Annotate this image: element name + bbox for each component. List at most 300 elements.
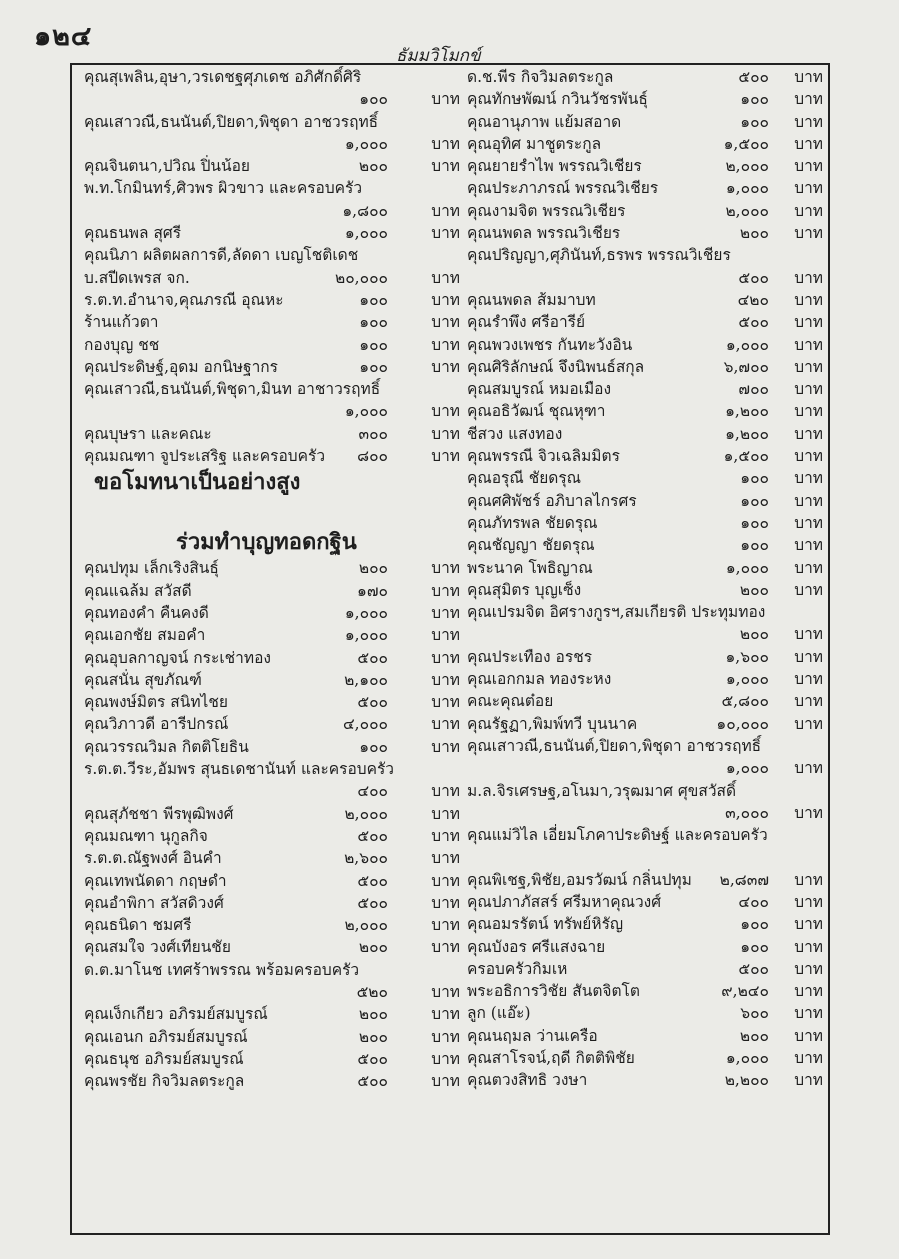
donation-amount: ๒,๘๓๗: [719, 870, 769, 889]
donor-row: [84, 1048, 464, 1070]
donor-row: [84, 311, 464, 333]
donation-amount: ๑๐๐: [740, 513, 769, 532]
currency-unit: บาท: [794, 112, 823, 131]
donation-amount: ๔๒๐: [737, 290, 769, 309]
donation-amount: ๕๐๐: [357, 1072, 388, 1091]
currency-unit: บาท: [431, 335, 460, 354]
currency-unit: บาท: [794, 1004, 823, 1023]
currency-unit: บาท: [431, 290, 460, 309]
currency-unit: บาท: [794, 134, 823, 153]
donor-row: [467, 557, 823, 579]
donation-amount: ๒๐๐: [739, 625, 769, 644]
currency-unit: บาท: [431, 134, 460, 153]
donor-row: [467, 467, 823, 489]
running-header: ธัมมวิโมกข์: [396, 46, 481, 66]
donation-amount: ๑,๐๐๐: [725, 179, 769, 198]
donor-row: [84, 289, 464, 311]
donor-row: [467, 311, 823, 333]
donor-row: [84, 155, 464, 177]
currency-unit: บาท: [794, 424, 823, 443]
currency-unit: บาท: [794, 959, 823, 978]
donation-amount: ๒,๐๐๐: [725, 201, 769, 220]
donor-name: กองบุญ ชช: [84, 335, 160, 354]
donor-name: คุณพรรณี จิวเฉลิมมิตร: [467, 447, 620, 466]
donation-amount: ๑๐๐: [359, 737, 388, 756]
donor-name: คุณพงษ์มิตร สนิทไชย: [84, 693, 228, 712]
currency-unit: บาท: [431, 826, 460, 845]
donation-amount: ๗๐๐: [738, 380, 769, 399]
donor-row: [84, 1026, 464, 1048]
donation-amount: ๑๐๐: [740, 536, 769, 555]
currency-unit: บาท: [794, 157, 823, 176]
donor-row: [467, 713, 823, 735]
donor-row: [84, 1003, 464, 1025]
donor-name: คุณนิภา ผลิตผลการดี,ลัดดา เบญโชติเดช: [84, 246, 359, 265]
donor-row: [467, 244, 823, 266]
donor-row: [84, 914, 464, 936]
donation-amount: ๑๐๐: [740, 469, 769, 488]
donation-amount: ๑๐๐: [359, 290, 388, 309]
donation-amount: ๑,๐๐๐: [725, 759, 769, 778]
donor-name: คุณพวงเพชร กันทะวังอิน: [467, 335, 633, 354]
donor-row: [84, 356, 464, 378]
donor-row: [84, 111, 464, 133]
donor-name: คุณอานุภาพ แย้มสอาด: [467, 112, 622, 131]
donor-row: [84, 66, 464, 88]
donor-name: คุณนพดล ส้มมาบท: [467, 290, 596, 309]
currency-unit: บาท: [794, 670, 823, 689]
merit-section-heading: ร่วมทำบุญทอดกฐิน: [176, 529, 357, 556]
currency-unit: บาท: [794, 491, 823, 510]
donor-row: [467, 356, 823, 378]
donation-amount: ๕๐๐: [357, 893, 388, 912]
donor-row: [84, 825, 464, 847]
donation-amount: ๑๐,๐๐๐: [716, 714, 769, 733]
donor-row: [84, 624, 464, 646]
donation-amount: ๑,๒๐๐: [725, 402, 769, 421]
donor-name: คุณธนุช อภิรมย์สมบูรณ์: [84, 1049, 244, 1068]
currency-unit: บาท: [431, 670, 460, 689]
donor-row: [84, 580, 464, 602]
currency-unit: บาท: [794, 915, 823, 934]
currency-unit: บาท: [431, 715, 460, 734]
donor-name: คุณสุเพลิน,อุษา,วรเดชฐศุภเดช อภิศักดิ์ศิริ: [84, 68, 362, 86]
donation-amount: ๑,๕๐๐: [723, 134, 769, 153]
currency-unit: บาท: [794, 179, 823, 198]
donor-name: พระนาค โพธิญาณ: [467, 558, 593, 577]
donor-row: [467, 378, 823, 400]
donor-row: [467, 780, 823, 802]
currency-unit: บาท: [794, 469, 823, 488]
currency-unit: บาท: [794, 803, 823, 822]
donor-row: [84, 669, 464, 691]
currency-unit: บาท: [794, 536, 823, 555]
donation-amount: ๑,๘๐๐: [342, 201, 388, 220]
donation-amount: ๕๐๐: [738, 313, 769, 332]
currency-unit: บาท: [794, 714, 823, 733]
donor-name: คุณประเทือง อรชร: [467, 647, 593, 666]
donor-name: คุณพิเชฐ,พิชัย,อมรวัฒน์ กลิ่นปทุม: [467, 870, 692, 889]
donation-amount: ๔,๐๐๐: [342, 715, 388, 734]
currency-unit: บาท: [431, 402, 460, 421]
currency-unit: บาท: [794, 580, 823, 599]
donor-row: [467, 177, 823, 199]
donation-amount: ๑,๕๐๐: [723, 447, 769, 466]
donation-amount: ๑๐๐: [740, 491, 769, 510]
donor-name: คณะคุณต๋อย: [467, 692, 554, 711]
donor-name: คุณพรชัย กิจวิมลตระกูล: [84, 1072, 245, 1091]
donation-amount: ๙,๒๔๐: [721, 982, 769, 1001]
donor-name: คุณยายรำไพ พรรณวิเชียร: [467, 157, 642, 176]
currency-unit: บาท: [431, 737, 460, 756]
donor-name: ด.ช.พีร กิจวิมลตระกูล: [467, 68, 614, 86]
donor-name: คุณบุษรา และคณะ: [84, 424, 212, 443]
donor-name: คุณรำพึง ศรีอารีย์: [467, 313, 586, 332]
donor-name: คุณเปรมจิต อิศรางกูรฯ,สมเกียรติ ประทุมทอง: [467, 603, 766, 622]
currency-unit: บาท: [794, 558, 823, 577]
donor-row: [84, 334, 464, 356]
donor-row: [467, 490, 823, 512]
donation-amount: ๓,๐๐๐: [725, 803, 769, 822]
donor-name: พ.ท.โกมินทร์,ศิวพร ผิวขาว และครอบครัว: [84, 179, 363, 198]
currency-unit: บาท: [431, 916, 460, 935]
donor-row: [467, 534, 823, 556]
donation-amount: ๔๐๐: [738, 892, 769, 911]
donor-name: คุณบังอร ศรีแสงฉาย: [467, 937, 606, 956]
donor-row: [467, 445, 823, 467]
donor-name: คุณอรุณี ชัยดรุณ: [467, 469, 582, 488]
donor-name: คุณสาโรจน์,ฤดี กิตติพิชัย: [467, 1049, 635, 1068]
donor-row: [467, 980, 823, 1002]
currency-unit: บาท: [431, 157, 460, 176]
donor-row: [84, 200, 464, 222]
right-column: [467, 66, 823, 1092]
donor-row: [84, 803, 464, 825]
donor-row: [84, 557, 464, 579]
donor-row: [467, 824, 823, 846]
donation-amount: ๒๐๐: [739, 1026, 769, 1045]
donor-row: [84, 445, 464, 467]
donation-amount: ๑๐๐: [359, 357, 388, 376]
donor-name: คุณปภาภัสสร์ ศรีมหาคุณวงศ์: [467, 892, 662, 911]
donor-name: คุณรัฐฏา,พิมพ์ทวี บุนนาค: [467, 714, 638, 733]
currency-unit: บาท: [794, 759, 823, 778]
currency-unit: บาท: [431, 424, 460, 443]
currency-unit: บาท: [794, 68, 823, 86]
donation-amount: ๑,๐๐๐: [725, 335, 769, 354]
donor-row: [467, 200, 823, 222]
donor-name: คุณสนั่น สุขภัณฑ์: [84, 670, 202, 689]
donor-row: [467, 802, 823, 824]
donor-name: คุณแม่วิไล เอี่ยมโภคาประดิษฐ์ และครอบครัว: [467, 826, 768, 845]
donor-name: คุณงามจิต พรรณวิเชียร: [467, 201, 626, 220]
donation-amount: ๒๐๐: [358, 1027, 388, 1046]
donor-row: [84, 1070, 464, 1092]
donor-name: คุณธนพล สุศรี: [84, 224, 182, 243]
donor-name: คุณทองคำ คืนคงดี: [84, 603, 209, 622]
donor-name: ลูก (แอ๊ะ): [467, 1004, 531, 1023]
currency-unit: บาท: [431, 90, 460, 109]
currency-unit: บาท: [431, 447, 460, 466]
donor-name: ร.ต.ต.วีระ,อัมพร สุนธเดชานันท์ และครอบครัว: [84, 760, 395, 779]
currency-unit: บาท: [794, 892, 823, 911]
donor-row: [84, 758, 464, 780]
donor-name: ครอบครัวกิมเห: [467, 959, 568, 978]
donation-amount: ๑๐๐: [740, 112, 769, 131]
donor-name: คุณอุทิศ มาชูตระกูล: [467, 134, 602, 153]
donation-amount: ๑,๒๐๐: [725, 424, 769, 443]
donor-row: [467, 757, 823, 779]
donor-name: คุณมณฑา นุกูลกิจ: [84, 826, 208, 845]
donor-name: คุณอมรรัตน์ ทรัพย์หิรัญ: [467, 915, 624, 934]
donation-amount: ๑,๐๐๐: [344, 626, 388, 645]
donor-name: คุณอำพิกา สวัสดิวงศ์: [84, 893, 224, 912]
currency-unit: บาท: [431, 1072, 460, 1091]
currency-unit: บาท: [794, 692, 823, 711]
currency-unit: บาท: [431, 938, 460, 957]
donation-amount: ๒,๖๐๐: [344, 849, 388, 868]
donation-amount: ๒,๑๐๐: [344, 670, 388, 689]
currency-unit: บาท: [794, 268, 823, 287]
currency-unit: บาท: [431, 849, 460, 868]
donor-name: พระอธิการวิชัย สันตจิตโต: [467, 982, 640, 1001]
donor-row: [467, 267, 823, 289]
donor-row: [84, 647, 464, 669]
donor-row: [467, 579, 823, 601]
donor-name: บ.สปีดเพรส จก.: [84, 268, 190, 287]
donor-row: [467, 1002, 823, 1024]
currency-unit: บาท: [431, 559, 460, 578]
donor-row: [84, 222, 464, 244]
donor-name: คุณเอกชัย สมอคำ: [84, 626, 206, 645]
donation-amount: ๑,๖๐๐: [725, 647, 769, 666]
currency-unit: บาท: [431, 626, 460, 645]
currency-unit: บาท: [431, 982, 460, 1001]
donation-amount: ๖๐๐: [740, 1004, 769, 1023]
donation-amount: ๒,๐๐๐: [344, 916, 388, 935]
currency-unit: บาท: [794, 335, 823, 354]
donation-amount: ๑๐๐: [359, 313, 388, 332]
donor-name: คุณเทพนัดดา กฤษดำ: [84, 871, 227, 890]
donor-name: คุณปริญญา,ศุภินันท์,ธรพร พรรณวิเชียร: [467, 246, 731, 265]
donation-amount: ๑,๐๐๐: [344, 402, 388, 421]
donor-name: คุณอธิวัฒน์ ชุณหุฑา: [467, 402, 606, 421]
donation-amount: ๑,๐๐๐: [344, 224, 388, 243]
donor-name: คุณศิริลักษณ์ จึงนิพนธ์สกุล: [467, 357, 645, 376]
donor-row: [84, 691, 464, 713]
donor-row: [467, 88, 823, 110]
donation-amount: ๒๐๐: [739, 224, 769, 243]
currency-unit: บาท: [794, 1049, 823, 1068]
page-number: ๑๒๔: [34, 21, 93, 52]
donor-row: [84, 847, 464, 869]
donor-row: [467, 155, 823, 177]
currency-unit: บาท: [794, 1026, 823, 1045]
currency-unit: บาท: [794, 982, 823, 1001]
donor-name: คุณเสาวณี,ธนนันต์,ปิยดา,พิชุดา อาชวรฤทธิ์: [84, 112, 379, 131]
donor-row: [84, 892, 464, 914]
currency-unit: บาท: [431, 603, 460, 622]
donor-row: [467, 958, 823, 980]
donor-name: คุณเอกกมล ทองระหง: [467, 670, 612, 689]
donor-row: [467, 400, 823, 422]
currency-unit: บาท: [431, 782, 460, 801]
donor-row: [84, 936, 464, 958]
donation-amount: ๑,๐๐๐: [344, 134, 388, 153]
donor-name: ร.ต.ต.ณัฐพงศ์ อินคำ: [84, 849, 222, 868]
donor-row: [467, 601, 823, 623]
donor-row: [467, 891, 823, 913]
currency-unit: บาท: [794, 90, 823, 109]
donation-amount: ๑๗๐: [357, 581, 388, 600]
donor-row: [467, 111, 823, 133]
donor-name: คุณวรรณวิมล กิตติโยธิน: [84, 737, 249, 756]
donation-amount: ๕๐๐: [738, 959, 769, 978]
donor-name: คุณชัญญา ชัยดรุณ: [467, 536, 595, 555]
currency-unit: บาท: [794, 357, 823, 376]
donor-row: [84, 133, 464, 155]
currency-unit: บาท: [794, 224, 823, 243]
donor-row: [467, 646, 823, 668]
donor-row: [467, 334, 823, 356]
donation-amount: ๑๐๐: [740, 915, 769, 934]
donor-row: [84, 400, 464, 422]
currency-unit: บาท: [431, 648, 460, 667]
donation-amount: ๑,๐๐๐: [725, 670, 769, 689]
currency-unit: บาท: [431, 1027, 460, 1046]
donor-name: คุณอุบลกาญจน์ กระเช่าทอง: [84, 648, 271, 667]
donor-row: [84, 870, 464, 892]
donation-amount: ๑,๐๐๐: [725, 1049, 769, 1068]
donor-name: คุณประภาภรณ์ พรรณวิเชียร: [467, 179, 659, 198]
donation-amount: ๕๐๐: [738, 268, 769, 287]
donor-name: คุณเง็กเกียว อภิรมย์สมบูรณ์: [84, 1005, 268, 1024]
donor-row: [84, 602, 464, 624]
currency-unit: บาท: [431, 693, 460, 712]
donor-row: [467, 289, 823, 311]
currency-unit: บาท: [431, 893, 460, 912]
currency-unit: บาท: [431, 268, 460, 287]
currency-unit: บาท: [794, 201, 823, 220]
currency-unit: บาท: [794, 625, 823, 644]
donation-amount: ๘๐๐: [357, 447, 388, 466]
donation-amount: ๑,๐๐๐: [725, 558, 769, 577]
donor-row: [84, 88, 464, 110]
donor-name: คุณนพดล พรรณวิเชียร: [467, 224, 621, 243]
donor-row: [467, 668, 823, 690]
donation-amount: ๒,๐๐๐: [344, 804, 388, 823]
donor-name: คุณสุภัชชา พีรพุฒิพงศ์: [84, 804, 234, 823]
donor-row: [84, 244, 464, 266]
donation-amount: ๔๐๐: [357, 782, 388, 801]
currency-unit: บาท: [431, 224, 460, 243]
currency-unit: บาท: [431, 1005, 460, 1024]
donor-name: ด.ต.มาโนช เทศร้าพรรณ พร้อมครอบครัว: [84, 960, 360, 979]
currency-unit: บาท: [794, 870, 823, 889]
donation-amount: ๕๒๐: [356, 982, 388, 1001]
left-column: [84, 66, 464, 1092]
donor-name: ชีสวง แสงทอง: [467, 424, 563, 443]
donor-name: คุณมณฑา จูประเสริฐ และครอบครัว: [84, 447, 326, 466]
currency-unit: บาท: [794, 1071, 823, 1090]
donation-amount: ๑๐๐: [359, 90, 388, 109]
donor-row: [467, 66, 823, 88]
donation-amount: ๒,๐๐๐: [725, 157, 769, 176]
donor-row: [84, 780, 464, 802]
donor-name: คุณสุมิตร บุญเซ็ง: [467, 580, 582, 599]
donor-row: [467, 1069, 823, 1091]
donation-amount: ๒๐๐: [358, 157, 388, 176]
donor-row: [84, 423, 464, 445]
donation-amount: ๑๐๐: [740, 90, 769, 109]
donor-name: คุณเสาวณี,ธนนันต์,ปิยดา,พิชุดา อาชวรฤทธิ์: [467, 736, 762, 755]
donor-name: คุณวิภาวดี อารีปกรณ์: [84, 715, 229, 734]
currency-unit: บาท: [794, 313, 823, 332]
donor-row: [467, 1025, 823, 1047]
donor-row: [84, 378, 464, 400]
thanks-heading: ขอโมทนาเป็นอย่างสูง: [94, 469, 301, 496]
donation-amount: ๒๐๐: [358, 559, 388, 578]
donation-amount: ๒๐๐: [358, 938, 388, 957]
donor-row: [84, 177, 464, 199]
donation-amount: ๓๐๐: [358, 424, 388, 443]
donor-name: คุณสมบูรณ์ หมอเมือง: [467, 380, 612, 399]
donation-amount: ๕๐๐: [357, 1049, 388, 1068]
donor-row: [467, 936, 823, 958]
currency-unit: บาท: [794, 447, 823, 466]
donation-amount: ๖,๗๐๐: [723, 357, 769, 376]
donor-row: [467, 512, 823, 534]
donor-name: คุณเอนก อภิรมย์สมบูรณ์: [84, 1027, 248, 1046]
donor-name: คุณนฤมล ว่านเครือ: [467, 1026, 598, 1045]
donor-row: [84, 736, 464, 758]
donation-amount: ๕,๘๐๐: [721, 692, 769, 711]
currency-unit: บาท: [794, 290, 823, 309]
donor-name: คุณจินตนา,ปวิณ ปิ่นน้อย: [84, 157, 250, 176]
donor-name: คุณธนิดา ชมศรี: [84, 916, 192, 935]
currency-unit: บาท: [431, 804, 460, 823]
donor-name: คุณประดิษฐ์,อุดม อกนิษฐากร: [84, 357, 278, 376]
donor-row: [84, 267, 464, 289]
donor-name: คุณภัทรพล ชัยดรุณ: [467, 513, 598, 532]
currency-unit: บาท: [431, 357, 460, 376]
currency-unit: บาท: [431, 201, 460, 220]
donor-row: [467, 690, 823, 712]
donation-amount: ๒๐๐: [358, 1005, 388, 1024]
donation-amount: ๒๐๐: [739, 580, 769, 599]
donor-row: [84, 713, 464, 735]
currency-unit: บาท: [794, 647, 823, 666]
donation-amount: ๒,๒๐๐: [724, 1071, 769, 1090]
donor-name: ร.ต.ท.อำนาจ,คุณภรณี อุณหะ: [84, 290, 284, 309]
currency-unit: บาท: [431, 871, 460, 890]
donation-amount: ๕๐๐: [357, 693, 388, 712]
currency-unit: บาท: [794, 937, 823, 956]
donor-row: [467, 846, 823, 868]
donation-amount: ๕๐๐: [357, 871, 388, 890]
donor-row: [84, 981, 464, 1003]
donor-row: [467, 423, 823, 445]
donor-row: [467, 222, 823, 244]
donation-amount: ๑,๐๐๐: [344, 603, 388, 622]
donor-name: คุณแฉล้ม สวัสดี: [84, 581, 192, 600]
donation-amount: ๕๐๐: [357, 826, 388, 845]
donor-name: คุณศศิพัชร์ อภิบาลไกรศร: [467, 491, 637, 510]
donor-name: ม.ล.จิรเศรษฐ,อโนมา,วรุฒมาศ ศุขสวัสดิ์: [467, 781, 737, 800]
section-spacer: [84, 497, 464, 527]
donor-row: [467, 913, 823, 935]
donor-row: [467, 735, 823, 757]
